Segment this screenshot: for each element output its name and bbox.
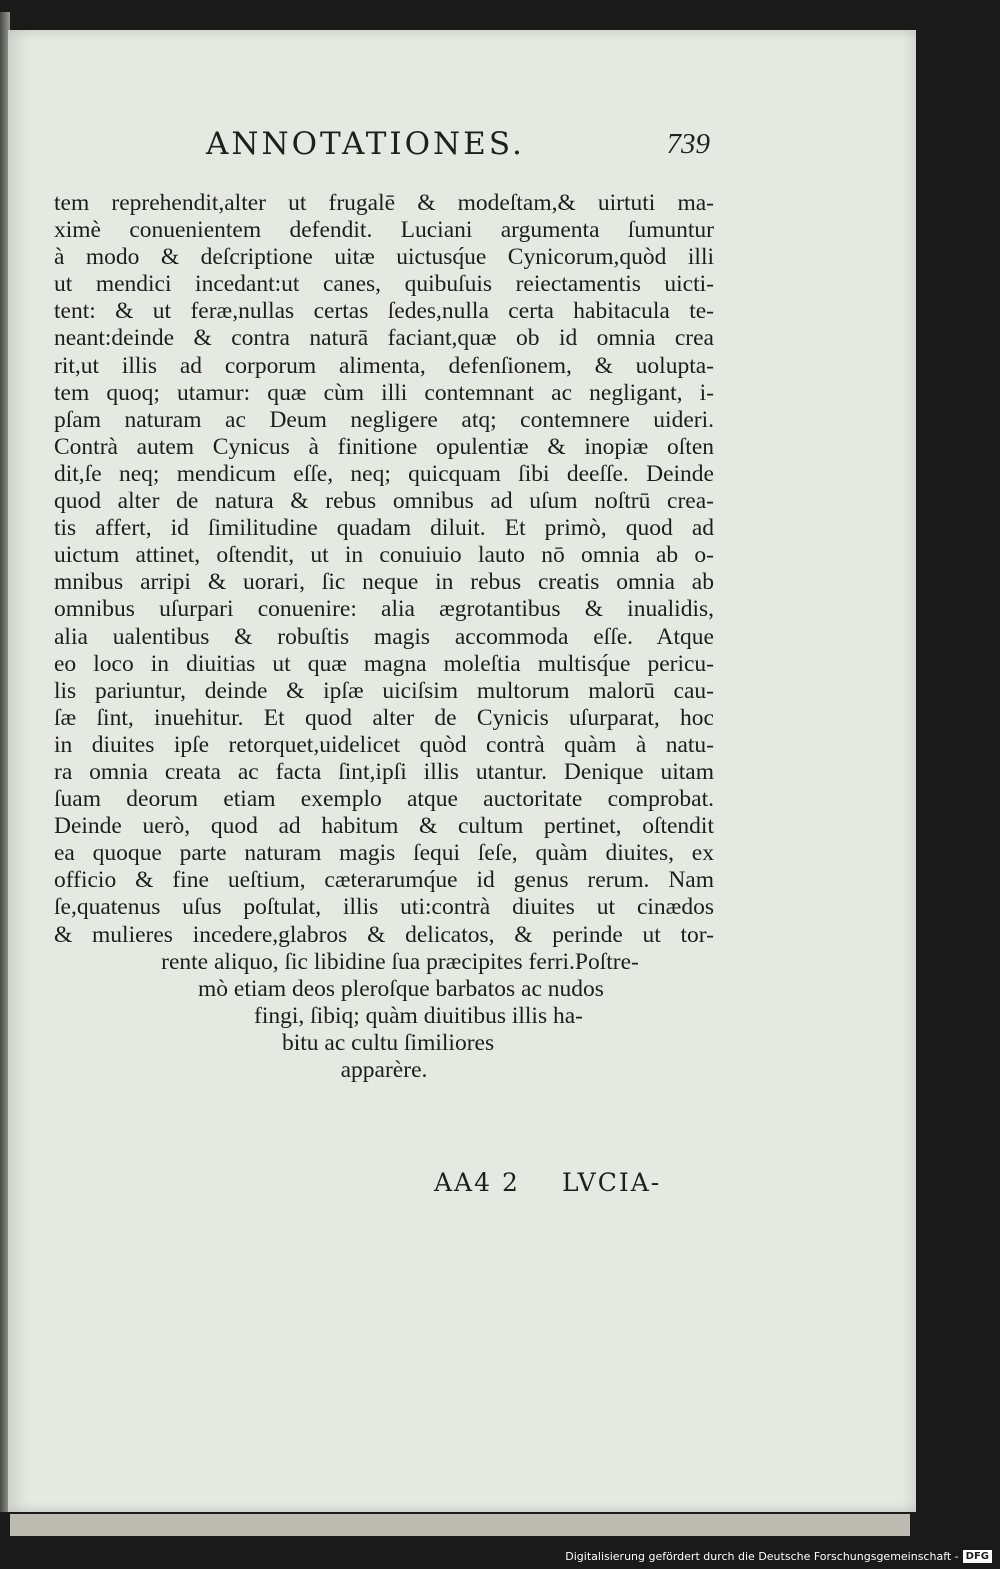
text-line: neant:deinde & contra naturā faciant,quæ ob id omnia crea [54,325,714,352]
text-line-tapered: mò etiam deos pleroſque barbatos ac nudos [198,975,604,1002]
text-line: lis pariuntur, deinde & ipſæ uiciſsim multorum malorū cau- [54,677,714,704]
text-line: rit,ut illis ad corporum alimenta, defenſionem, & uolupta- [54,352,714,379]
page-number: 739 [666,128,710,160]
text-line: Contrà autem Cynicus à finitione opulentiæ & inopiæ oſten [54,433,714,460]
text-line: ſæ ſint, inuehitur. Et quod alter de Cynicis uſurparat, hoc [54,704,714,731]
text-line: tem reprehendit,alter ut frugalē & modeſtam,& uirtuti ma- [54,190,714,216]
text-line: ſuam deorum etiam exemplo atque auctoritate comprobat. [54,786,714,813]
text-line-tapered: apparère. [340,1057,428,1083]
catchword: LVCIA- [562,1168,662,1197]
text-line: Deinde uerò, quod ad habitum & cultum pertinet, oſtendit [54,813,714,840]
text-line: ea quoque parte naturam magis ſequi ſeſe, quàm diuites, ex [54,840,714,867]
text-line: ximè conuenientem defendit. Luciani argumenta ſumuntur [54,217,714,244]
text-line: mnibus arripi & uorari, ſic neque in rebus creatis omnia ab [54,569,714,596]
text-line: officio & fine ueſtium, cæterarumq́ue id genus rerum. Nam [54,867,714,894]
text-line: quod alter de natura & rebus omnibus ad uſum noſtrū crea- [54,488,714,515]
book-page [8,30,916,1512]
text-line: ut mendici incedant:ut canes, quibuſuis reiectamentis uicti- [54,271,714,298]
text-line: & mulieres incedere,glabros & delicatos, & perinde ut tor- [54,921,714,948]
running-title: ANNOTATIONES. [206,126,525,162]
text-line: in diuites ipſe retorquet,uidelicet quòd contrà quàm à natu- [54,731,714,758]
text-line: ſe,quatenus uſus poſtulat, illis uti:contrà diuites ut cinædos [54,894,714,921]
page-header [196,126,716,166]
page-edge [10,1514,910,1536]
dfg-logo-icon: DFG [963,1550,992,1563]
text-line: ra omnia creata ac facta ſint,ipſi illis utantur. Denique uitam [54,758,714,785]
text-line: pſam naturam ac Deum negligere atq; contemnere uideri. [54,406,714,433]
page-footer [434,1168,734,1202]
text-line: tem quoq; utamur: quæ cùm illi contemnant ac negligant, i- [54,379,714,406]
text-line-tapered: fingi, ſibiq; quàm diuitibus illis ha- [254,1002,583,1029]
text-line-tapered: rente aliquo, ſic libidine ſua præcipites ferri.Poſtre- [161,948,639,975]
text-line: uictum attinet, oſtendit, ut in conuiuio lauto nō omnia ab o- [54,542,714,569]
text-line: à modo & deſcriptione uitæ uictusq́ue Cynicorum,quòd illi [54,244,714,271]
text-line: tent: & ut feræ,nullas certas ſedes,nulla certa habitacula te- [54,298,714,325]
text-line: dit,ſe neq; mendicum eſſe, neq; quicquam ſibi deeſſe. Deinde [54,460,714,487]
annotation-text-block [54,190,714,1084]
credit-text: Digitalisierung gefördert durch die Deutsche Forschungsgemeinschaft - [565,1550,959,1563]
text-line: eo loco in diuitias ut quæ magna moleſtia multisq́ue pericu- [54,650,714,677]
signature-mark: AA4 2 [434,1168,520,1197]
text-line-tapered: bitu ac cultu ſimiliores [282,1029,495,1056]
digitization-credit [565,1550,992,1563]
text-line: tis affert, id ſimilitudine quadam diluit. Et primò, quod ad [54,515,714,542]
text-line: alia ualentibus & robuſtis magis accommoda eſſe. Atque [54,623,714,650]
text-line: omnibus uſurpari conuenire: alia ægrotantibus & inualidis, [54,596,714,623]
